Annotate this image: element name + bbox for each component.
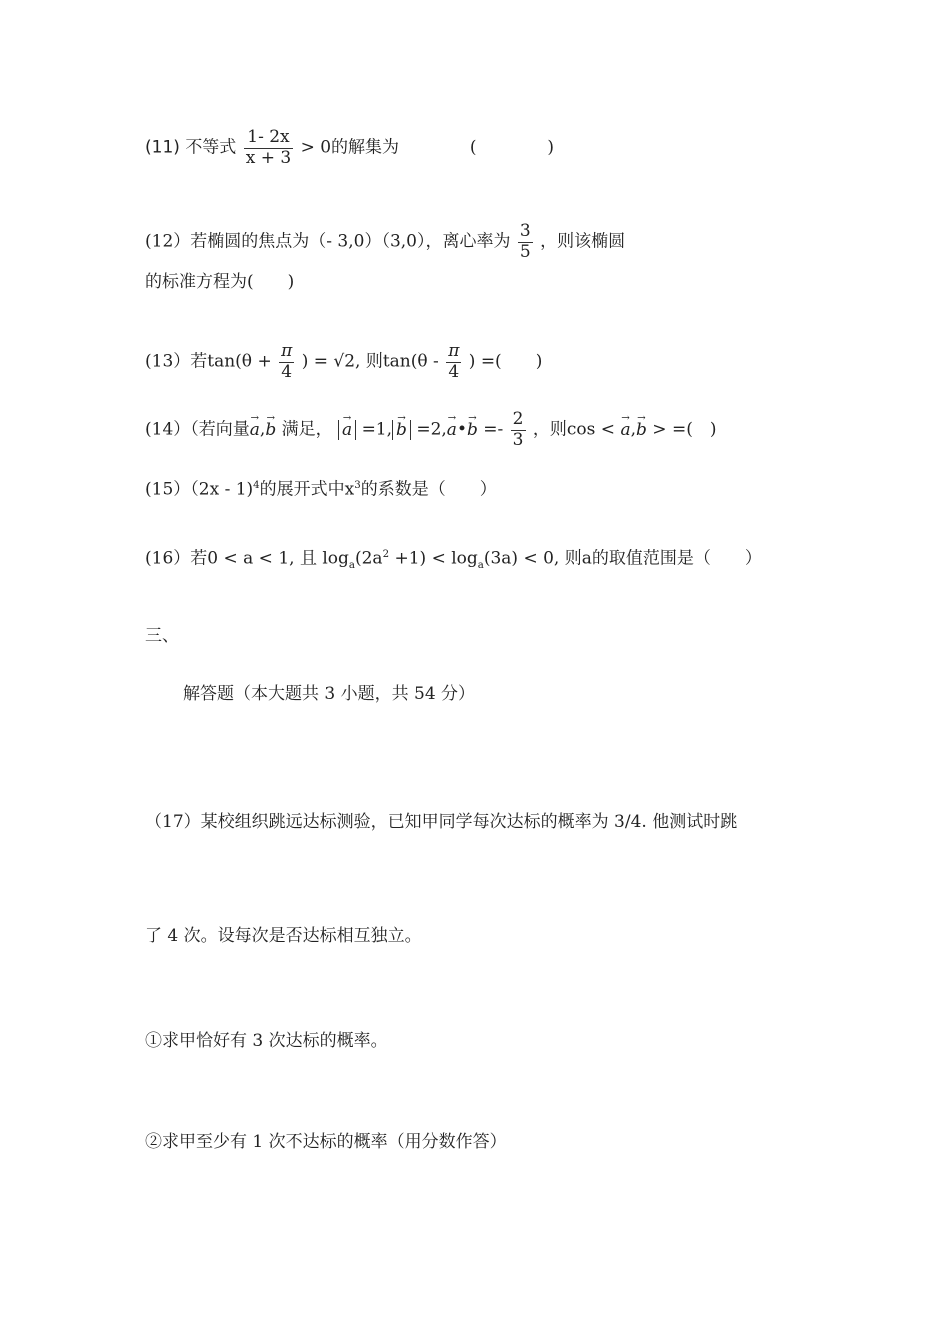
q14-pre: (14）（若向量 bbox=[145, 419, 250, 440]
q13-post: ) =( ) bbox=[468, 351, 543, 372]
q16-part4: (3a) < 0, 则a的取值范围是（ ） bbox=[483, 548, 762, 569]
q12-frac-den: 5 bbox=[519, 241, 531, 262]
q11-blank-close: ) bbox=[547, 137, 554, 158]
q13-frac2-den: 4 bbox=[448, 361, 460, 382]
q15-exp2: 3 bbox=[354, 480, 361, 491]
q11-fraction bbox=[244, 128, 293, 168]
q11-frac-num: 1- 2x bbox=[244, 128, 293, 149]
question-17-part2: ②求甲至少有 1 次不达标的概率（用分数作答） bbox=[145, 1132, 507, 1152]
q12-frac-num: 3 bbox=[519, 221, 531, 241]
q14-frac-num: 2 bbox=[512, 409, 524, 429]
q13-frac1-den: 4 bbox=[281, 361, 293, 382]
section-label: 三、 bbox=[145, 626, 179, 646]
question-14: (14）（若向量→ a,→ b 满足， → a =1,→ b =2,→ a•→ b =- $\frac{2}{3}$ ，则cos < → a,→ b > =( ) bbox=[145, 410, 716, 450]
q16-sub2: a bbox=[477, 560, 484, 572]
q12-line1-pre: (12）若椭圆的焦点为（- 3,0）（3,0），离心率为 bbox=[145, 231, 511, 252]
question-17-part1: ①求甲恰好有 3 次达标的概率。 bbox=[145, 1031, 388, 1051]
q14-post2: > =( ) bbox=[652, 419, 717, 440]
q14-mid: 满足， bbox=[281, 419, 333, 440]
q14-post: ，则cos < bbox=[532, 419, 616, 440]
q12-line1-post: ，则该椭圆 bbox=[540, 231, 626, 252]
question-13 bbox=[145, 342, 542, 382]
question-16 bbox=[145, 550, 762, 571]
q16-sub: a bbox=[348, 560, 355, 572]
q14-fraction bbox=[511, 410, 526, 450]
q15-exp: 4 bbox=[253, 480, 260, 491]
question-17-line2: 了 4 次。设每次是否达标相互独立。 bbox=[145, 926, 422, 946]
q14-dot: • bbox=[456, 419, 467, 440]
q13-fraction-1 bbox=[279, 342, 294, 382]
section-title: 解答题（本大题共 3 小题，共 54 分） bbox=[183, 684, 476, 704]
q13-fraction-2 bbox=[446, 342, 461, 382]
q15-post: 的系数是（ ） bbox=[360, 479, 497, 500]
q16-part3: +1) < log bbox=[389, 548, 478, 569]
abs-b: → b bbox=[392, 420, 411, 440]
q14-frac-den: 3 bbox=[512, 429, 524, 450]
q14-eq: =1, bbox=[361, 419, 393, 440]
q12-fraction bbox=[518, 222, 533, 262]
q16-part2: (2a bbox=[354, 548, 383, 569]
vector-a: → a bbox=[250, 422, 260, 439]
q13-pre: (13）若tan(θ + bbox=[145, 351, 272, 372]
vector-b: → b bbox=[265, 422, 276, 439]
question-12 bbox=[145, 222, 625, 262]
question-15 bbox=[145, 481, 497, 499]
q16-text: (16）若0 < a < 1, 且 log bbox=[145, 548, 349, 569]
abs-a: → a bbox=[338, 420, 356, 440]
q11-number: (11) bbox=[145, 137, 180, 158]
q14-eq2: =2, bbox=[416, 419, 447, 440]
q16-sup: 2 bbox=[382, 549, 390, 560]
q14-eq3: =- bbox=[483, 419, 504, 440]
question-11 bbox=[145, 128, 554, 168]
q11-text: 不等式 bbox=[185, 137, 237, 158]
q11-frac-den: x + 3 bbox=[245, 147, 292, 168]
q11-blank-open: ( bbox=[469, 137, 477, 158]
q13-frac2-num: π bbox=[448, 341, 460, 361]
q11-rhs: > 0的解集为 bbox=[300, 137, 400, 158]
q13-frac1-num: π bbox=[281, 341, 293, 361]
q15-pre: (15）（2x - 1) bbox=[145, 479, 254, 500]
question-17-line1: （17）某校组织跳远达标测验，已知甲同学每次达标的概率为 3/4. 他测试时跳 bbox=[145, 812, 738, 832]
question-12-line2: 的标准方程为( ) bbox=[145, 272, 295, 292]
q15-mid: 的展开式中x bbox=[259, 479, 355, 500]
q13-mid: ) = √2, 则tan(θ - bbox=[301, 351, 439, 372]
